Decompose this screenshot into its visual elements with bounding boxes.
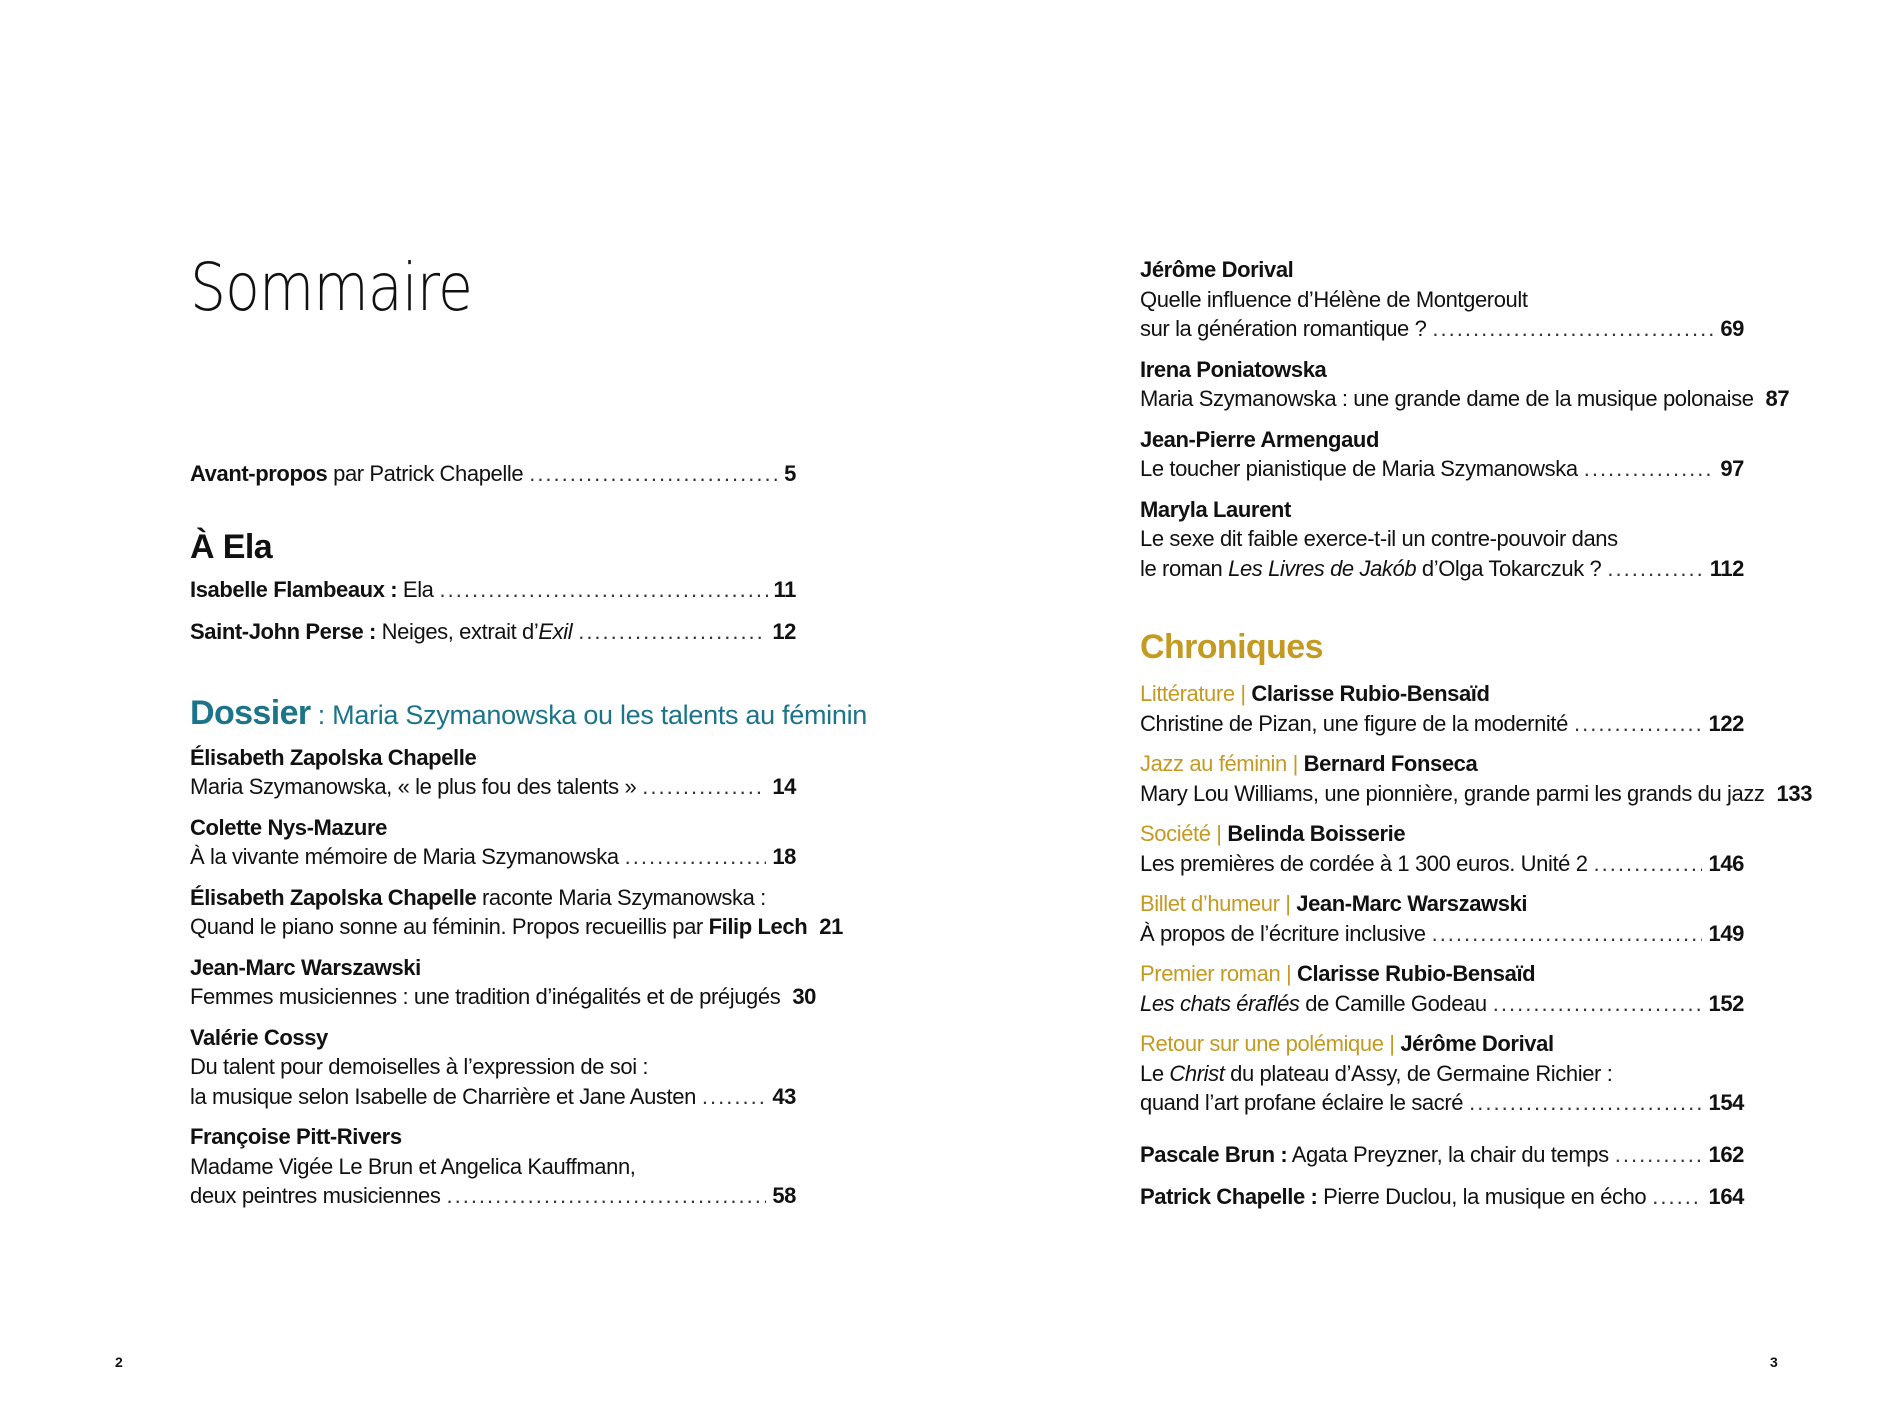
dossier-subtitle: : Maria Szymanowska ou les talents au féminin [310,699,867,730]
page-number: 69 [1720,316,1744,341]
right-column [1140,255,1813,1225]
page-number: 146 [1708,850,1744,876]
entry-author: Isabelle Flambeaux : [190,576,398,602]
entry-category: Premier roman [1140,961,1281,986]
page-number: 12 [772,619,796,644]
toc-entry[interactable] [1140,679,1744,738]
category-separator: | [1279,891,1297,916]
entry-title: Christine de Pizan, une figure de la modernité [1140,710,1568,736]
entry-title: Les premières de cordée à 1 300 euros. Unité 2 [1140,850,1588,876]
entry-label: Avant-propos [190,461,328,486]
entry-title: sur la génération romantique ? [1140,316,1427,341]
entry-author: Jean-Marc Warszawski [1296,891,1528,916]
entry-author: Clarisse Rubio-Bensaïd [1251,681,1490,706]
entry-title: Quand le piano sonne au féminin. Propos recueillis par [190,914,709,939]
dot-leader [1652,1182,1702,1212]
section-heading-ela: À Ela [190,527,273,566]
entry-author: Jérôme Dorival [1400,1031,1554,1056]
entry-title-italic: Les chats éraflés [1140,990,1300,1016]
toc-entry[interactable] [1140,255,1744,344]
toc-entry[interactable] [1140,959,1744,1018]
entry-title: de Camille Godeau [1299,990,1487,1016]
dot-leader [1607,554,1703,584]
entry-text: par Patrick Chapelle [327,461,524,486]
entry-title: la musique selon Isabelle de Charrière et Jane Austen [190,1083,696,1109]
entry-title-line: Madame Vigée Le Brun et Angelica Kauffmann, [190,1153,636,1179]
dot-leader [1615,1140,1703,1170]
entry-author: Jean-Marc Warszawski [190,954,421,980]
entry-author: Élisabeth Zapolska Chapelle [190,744,477,770]
entry-title-line: Le sexe dit faible exerce-t-il un contre-pouvoir dans [1140,526,1618,551]
entry-author: Belinda Boisserie [1227,821,1406,846]
category-separator: | [1280,961,1298,986]
entry-title-italic: Exil [538,619,573,644]
entry-author: Colette Nys-Mazure [190,814,387,840]
entry-author: Élisabeth Zapolska Chapelle [190,884,477,910]
entry-author: Jean-Pierre Armengaud [1140,426,1379,452]
entry-title: Mary Lou Williams, une pionnière, grande parmi les grands du jazz [1140,780,1765,806]
entry-title: Ela [397,576,434,602]
toc-entry[interactable] [1140,889,1744,948]
entry-category: Société [1140,821,1211,846]
dot-leader [1432,314,1714,344]
page-title: Sommaire [190,249,473,326]
section-heading-chroniques: Chroniques [1140,628,1323,666]
entry-interviewer: Filip Lech [708,914,808,939]
entry-author-suffix: raconte Maria Szymanowska : [476,884,766,910]
page-number: 133 [1776,780,1813,806]
entry-author: Valérie Cossy [190,1024,328,1050]
page-folio: 2 [115,1354,123,1370]
dossier-label: Dossier [190,693,311,732]
page-number: 18 [772,844,796,869]
page-number: 149 [1708,920,1744,946]
entry-category: Jazz au féminin [1140,751,1287,776]
page-number: 97 [1720,456,1744,481]
entry-title: Neiges, extrait d’ [375,619,539,644]
dot-leader [1574,709,1703,739]
entry-author: Clarisse Rubio-Bensaïd [1297,961,1536,986]
dot-leader [1594,849,1703,879]
page-number: 164 [1708,1184,1744,1209]
entry-title: quand l’art profane éclaire le sacré [1140,1090,1464,1115]
category-separator: | [1234,681,1252,706]
entry-title: Le toucher pianistique de Maria Szymanowska [1140,456,1578,481]
entry-author: Jérôme Dorival [1140,257,1294,282]
page-number: 30 [792,984,816,1009]
entry-title: Maria Szymanowska, « le plus fou des talents » [190,774,637,799]
entry-title-line: Du talent pour demoiselles à l’expression de soi : [190,1054,649,1079]
entry-category: Retour sur une polémique [1140,1031,1384,1056]
entry-title: À la vivante mémoire de Maria Szymanowska [190,844,619,869]
entry-title: le roman [1140,555,1229,581]
toc-entry[interactable] [1140,1029,1744,1118]
category-separator: | [1210,821,1228,846]
toc-entry[interactable] [1140,425,1744,484]
entry-title-end: d’Olga Tokarczuk ? [1416,555,1602,581]
toc-entry[interactable] [1140,819,1744,878]
entry-category: Littérature [1140,681,1235,706]
dot-leader [1432,919,1703,949]
entry-title-line: Quelle influence d’Hélène de Montgeroult [1140,286,1528,312]
toc-entry[interactable] [1140,1182,1744,1212]
entry-category: Billet d’humeur [1140,891,1280,916]
entry-author: Irena Poniatowska [1140,356,1327,382]
entry-title: Femmes musiciennes : une tradition d’inégalités et de préjugés [190,984,781,1009]
entry-author: Maryla Laurent [1140,496,1291,522]
entry-title-line-end: du plateau d’Assy, de Germaine Richier : [1224,1060,1613,1086]
page-number: 154 [1708,1090,1744,1115]
entry-author: Pascale Brun : [1140,1141,1288,1167]
page-number: 14 [772,774,796,799]
entry-title-italic: Christ [1169,1060,1225,1086]
page-number: 112 [1709,555,1744,581]
entry-title: deux peintres musiciennes [190,1183,441,1208]
page-number: 58 [772,1183,796,1208]
page-number: 87 [1765,386,1790,411]
page-number: 5 [784,461,796,486]
dot-leader [1469,1088,1702,1118]
entry-title-line: Le [1140,1060,1170,1086]
toc-entry[interactable] [1140,749,1813,808]
toc-entry[interactable] [1140,355,1790,414]
page-number: 162 [1708,1141,1744,1167]
dot-leader [1584,454,1715,484]
page-number: 152 [1708,990,1744,1016]
page-number: 11 [773,576,796,602]
category-separator: | [1383,1031,1401,1056]
page-number: 122 [1708,710,1744,736]
entry-title: Pierre Duclou, la musique en écho [1317,1184,1647,1209]
entry-title-italic: Les Livres de Jakób [1228,555,1417,581]
entry-title: À propos de l’écriture inclusive [1140,920,1426,946]
entry-author: Bernard Fonseca [1303,751,1478,776]
page-folio: 3 [1770,1354,1778,1370]
entry-author: Françoise Pitt-Rivers [190,1124,402,1149]
toc-entry[interactable] [1140,495,1744,584]
entry-author: Patrick Chapelle : [1140,1184,1318,1209]
page-number: 21 [819,914,843,939]
dot-leader [1493,989,1703,1019]
category-separator: | [1286,751,1304,776]
entry-title: Agata Preyzner, la chair du temps [1287,1141,1609,1167]
toc-entry[interactable] [1140,1140,1744,1170]
entry-title: Maria Szymanowska : une grande dame de la musique polonaise [1140,386,1754,411]
entry-author: Saint-John Perse : [190,619,376,644]
page-number: 43 [772,1083,796,1109]
